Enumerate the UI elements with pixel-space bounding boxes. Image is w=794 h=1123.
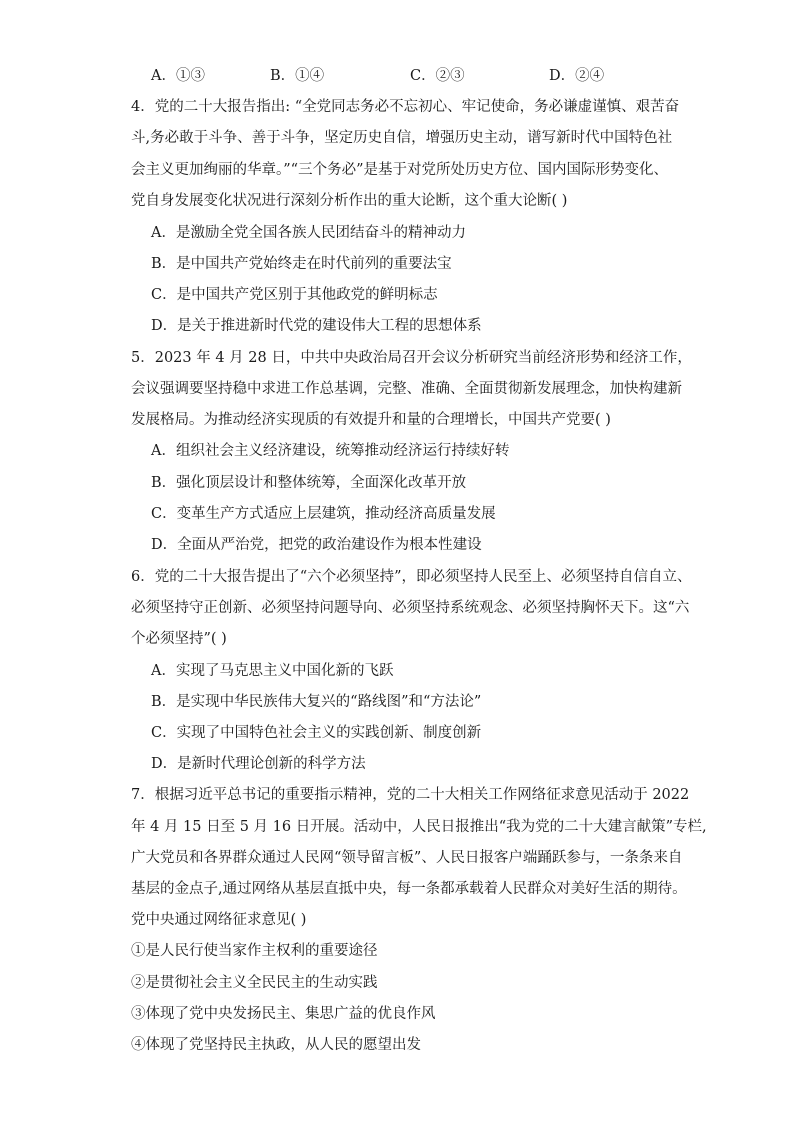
q7-item-4: ④体现了党坚持民主执政，从人民的愿望出发 (131, 1037, 421, 1053)
q5-option-b: B．强化顶层设计和整体统筹，全面深化改革开放 (151, 475, 467, 491)
q3-option-b: B．①④ (270, 68, 325, 84)
q7-stem-line: 7．根据习近平总书记的重要指示精神，党的二十大相关工作网络征求意见活动于 2022 (131, 787, 690, 803)
q7-item-1: ①是人民行使当家作主权利的重要途径 (131, 943, 378, 959)
q6-option-a: A．实现了马克思主义中国化新的飞跃 (151, 663, 394, 679)
q4-stem-line: 党自身发展变化状况进行深刻分析作出的重大论断，这个重大论断( ) (131, 193, 568, 209)
q5-stem-line: 5．2023 年 4 月 28 日，中共中央政治局召开会议分析研究当前经济形势和经济工作， (131, 350, 692, 366)
q4-option-c: C．是中国共产党区别于其他政党的鲜明标志 (151, 287, 438, 303)
q5-option-a: A．组织社会主义经济建设，统筹推动经济运行持续好转 (151, 443, 510, 459)
q3-options-row (0, 66, 794, 86)
q7-stem-line: 年 4 月 15 日至 5 月 16 日开展。活动中，人民日报推出“我为党的二十大建言献策”专栏, (131, 819, 707, 835)
q3-option-c: C．②③ (410, 68, 465, 84)
q4-option-d: D．是关于推进新时代党的建设伟大工程的思想体系 (151, 318, 482, 334)
q4-stem-line: 斗,务必敢于斗争、善于斗争，坚定历史自信，增强历史主动，谱写新时代中国特色社 (131, 130, 673, 146)
q4-option-b: B．是中国共产党始终走在时代前列的重要法宝 (151, 256, 452, 272)
q6-option-b: B．是实现中华民族伟大复兴的“路线图”和“方法论” (151, 694, 482, 710)
q4-option-a: A．是激励全党全国各族人民团结奋斗的精神动力 (151, 225, 466, 241)
q6-option-d: D．是新时代理论创新的科学方法 (151, 756, 366, 772)
q6-stem-line: 必须坚持守正创新、必须坚持问题导向、必须坚持系统观念、必须坚持胸怀天下。这“六 (131, 600, 690, 616)
q4-stem-line: 4．党的二十大报告指出: “全党同志务必不忘初心、牢记使命，务必谦虚谨慎、艰苦奋 (131, 99, 680, 115)
q7-stem-line: 党中央通过网络征求意见( ) (131, 912, 307, 928)
q7-stem-line: 广大党员和各界群众通过人民网“领导留言板”、人民日报客户端踊跃参与，一条条来自 (131, 850, 683, 866)
q6-stem-line: 个必须坚持”( ) (131, 631, 227, 647)
q5-stem-line: 发展格局。为推动经济实现质的有效提升和量的合理增长，中国共产党要( ) (131, 412, 611, 428)
q6-option-c: C．实现了中国特色社会主义的实践创新、制度创新 (151, 725, 482, 741)
q7-item-3: ③体现了党中央发扬民主、集思广益的优良作风 (131, 1006, 436, 1022)
q6-stem-line: 6．党的二十大报告提出了“六个必须坚持”，即必须坚持人民至上、必须坚持自信自立、 (131, 569, 692, 585)
q3-option-d: D．②④ (549, 68, 605, 84)
q7-item-2: ②是贯彻社会主义全民民主的生动实践 (131, 975, 378, 991)
q3-option-a: A．①③ (151, 68, 205, 84)
q5-option-c: C．变革生产方式适应上层建筑，推动经济高质量发展 (151, 506, 496, 522)
q5-option-d: D．全面从严治党，把党的政治建设作为根本性建设 (151, 537, 482, 553)
q7-stem-line: 基层的金点子,通过网络从基层直抵中央，每一条都承载着人民群众对美好生活的期待。 (131, 881, 687, 897)
q4-stem-line: 会主义更加绚丽的华章。”“三个务必”是基于对党所处历史方位、国内国际形势变化、 (131, 162, 668, 178)
q5-stem-line: 会议强调要坚持稳中求进工作总基调，完整、准确、全面贯彻新发展理念，加快构建新 (131, 381, 682, 397)
